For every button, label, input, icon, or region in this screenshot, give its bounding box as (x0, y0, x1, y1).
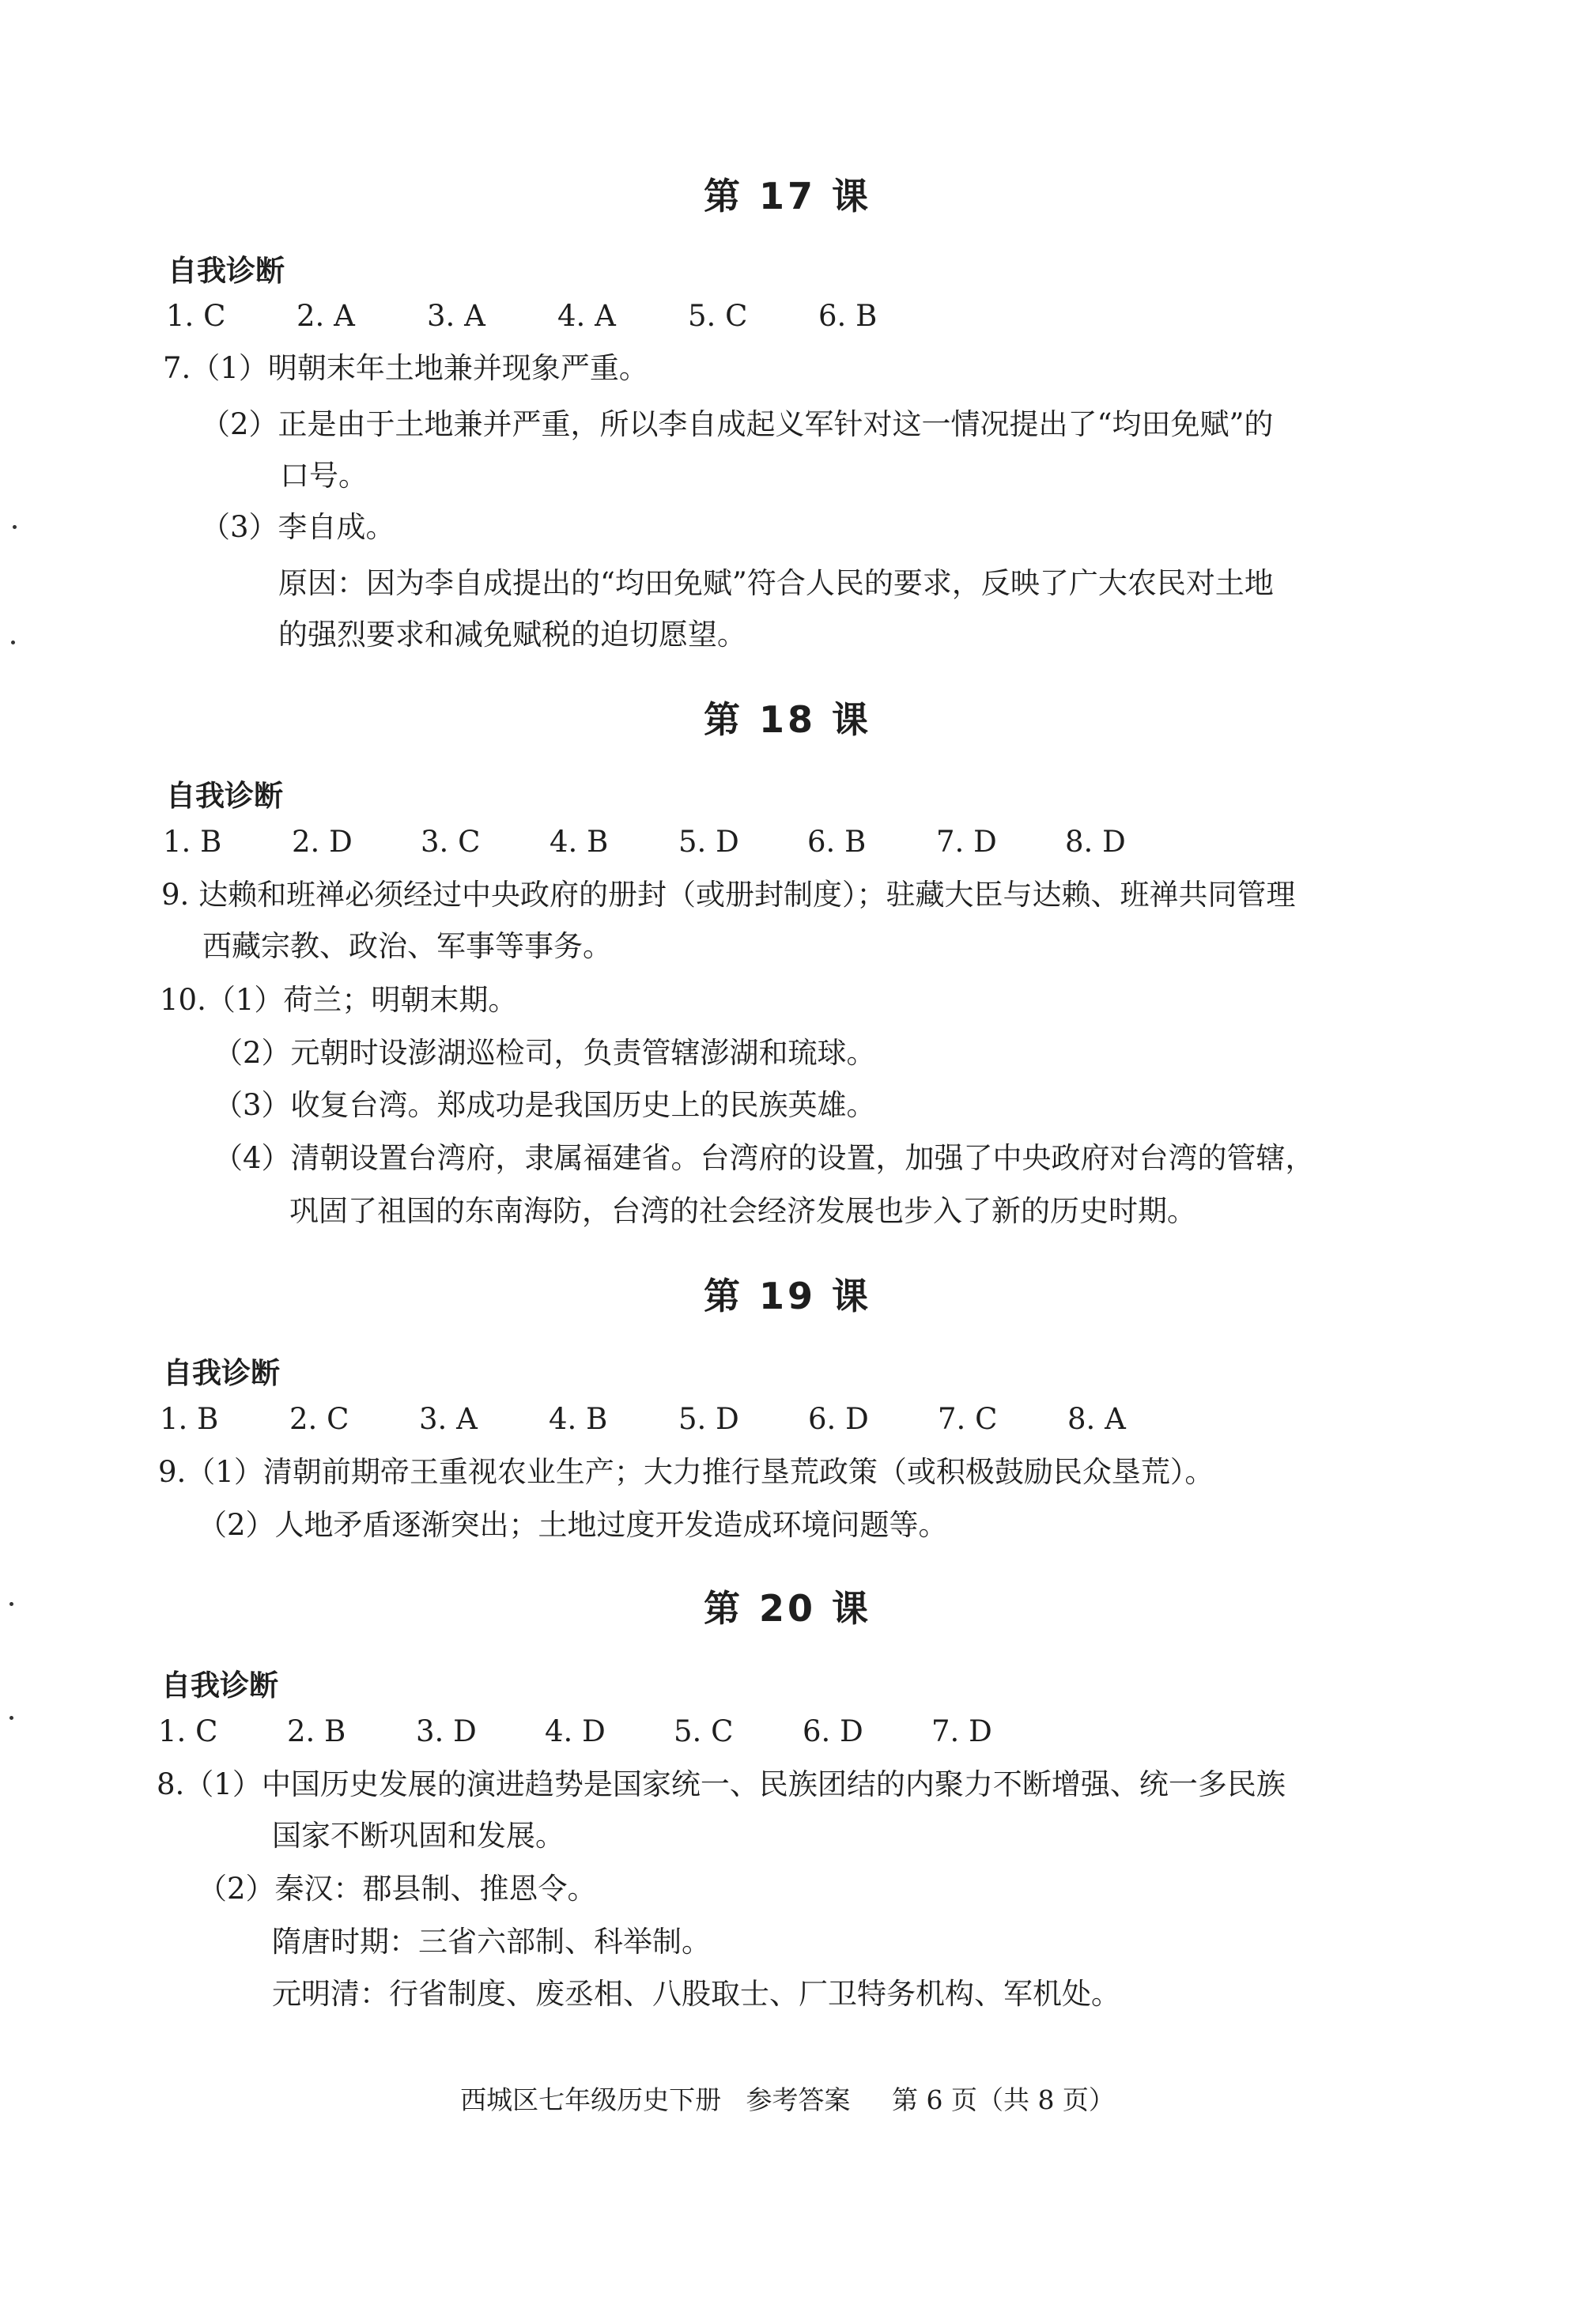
choice-2: 2. B (287, 1714, 346, 1748)
choice-8: 8. D (1065, 825, 1126, 859)
choice-3: 3. A (419, 1402, 478, 1436)
lesson-19-line-2: （2）人地矛盾逐渐突出；土地过度开发造成环境问题等。 (198, 1508, 948, 1542)
lesson-18-line-3: 10.（1）荷兰；明朝末期。 (160, 983, 518, 1017)
lesson-20-line-5: 元明清：行省制度、废丞相、八股取士、厂卫特务机构、军机处。 (272, 1977, 1120, 2011)
choice-7: 7. C (938, 1402, 998, 1436)
lesson-20-line-1: 8.（1）中国历史发展的演进趋势是国家统一、民族团结的内聚力不断增强、统一多民族 (157, 1767, 1286, 1801)
choice-3: 3. C (421, 825, 481, 859)
lesson-20-heading: 第 20 课 (703, 1587, 872, 1630)
choice-5: 5. D (678, 825, 739, 859)
scan-speck (13, 525, 17, 529)
choice-3: 3. A (427, 299, 485, 333)
lesson-20-line-4: 隋唐时期：三省六部制、科举制。 (272, 1925, 711, 1959)
lesson-17-heading: 第 17 课 (703, 175, 872, 217)
choice-4: 4. B (550, 825, 609, 859)
lesson-18-choices (163, 825, 1126, 859)
lesson-19-choices (160, 1402, 1126, 1436)
scan-speck (9, 1602, 13, 1606)
lesson-18-line-6: （4）清朝设置台湾府，隶属福建省。台湾府的设置，加强了中央政府对台湾的管辖， (213, 1141, 1315, 1175)
page-footer: 西城区七年级历史下册 参考答案 第 6 页（共 8 页） (460, 2084, 1115, 2115)
lesson-19-subtitle: 自我诊断 (163, 1356, 280, 1390)
lesson-17-choices (166, 299, 877, 333)
lesson-19-line-1: 9.（1）清朝前期帝王重视农业生产；大力推行垦荒政策（或积极鼓励民众垦荒）。 (158, 1455, 1214, 1489)
choice-6: 6. B (818, 299, 878, 333)
lesson-18-subtitle: 自我诊断 (166, 779, 283, 813)
choice-5: 5. C (674, 1714, 734, 1748)
lesson-17-line-4: （3）李自成。 (201, 510, 395, 544)
lesson-18-line-4: （2）元朝时设澎湖巡检司，负责管辖澎湖和琉球。 (213, 1036, 876, 1070)
lesson-18-heading: 第 18 课 (703, 698, 872, 741)
lesson-17-subtitle: 自我诊断 (168, 254, 285, 288)
lesson-17-line-2: （2）正是由于土地兼并严重，所以李自成起义军针对这一情况提出了“均田免赋”的 (201, 407, 1274, 441)
choice-1: 1. C (158, 1714, 218, 1748)
lesson-20-line-3: （2）秦汉：郡县制、推恩令。 (198, 1872, 597, 1906)
choice-1: 1. B (163, 825, 222, 859)
choice-6: 6. D (808, 1402, 869, 1436)
choice-4: 4. B (549, 1402, 608, 1436)
choice-8: 8. A (1067, 1402, 1126, 1436)
lesson-18-line-2: 西藏宗教、政治、军事等事务。 (202, 929, 612, 963)
choice-2: 2. C (289, 1402, 349, 1436)
choice-5: 5. D (678, 1402, 739, 1436)
lesson-17-line-5: 原因：因为李自成提出的“均田免赋”符合人民的要求，反映了广大农民对土地 (278, 566, 1274, 600)
lesson-19-heading: 第 19 课 (703, 1275, 872, 1317)
lesson-20-subtitle: 自我诊断 (161, 1668, 278, 1702)
choice-6: 6. D (803, 1714, 863, 1748)
lesson-20-choices (158, 1714, 992, 1748)
lesson-20-line-2: 国家不断巩固和发展。 (272, 1819, 565, 1853)
choice-1: 1. C (166, 299, 226, 333)
choice-7: 7. D (931, 1714, 992, 1748)
choice-5: 5. C (688, 299, 748, 333)
scan-speck (9, 1716, 13, 1720)
lesson-17-line-3: 口号。 (280, 459, 368, 493)
choice-4: 4. A (557, 299, 616, 333)
choice-2: 2. A (296, 299, 355, 333)
lesson-18-line-5: （3）收复台湾。郑成功是我国历史上的民族英雄。 (213, 1088, 876, 1122)
choice-6: 6. B (807, 825, 867, 859)
lesson-17-line-1: 7.（1）明朝末年土地兼并现象严重。 (163, 351, 648, 385)
choice-2: 2. D (292, 825, 353, 859)
choice-3: 3. D (416, 1714, 477, 1748)
choice-4: 4. D (545, 1714, 606, 1748)
lesson-18-line-1: 9. 达赖和班禅必须经过中央政府的册封（或册封制度）；驻藏大臣与达赖、班禅共同管理 (161, 878, 1296, 912)
lesson-17-line-6: 的强烈要求和减免赋税的迫切愿望。 (278, 618, 746, 652)
choice-1: 1. B (160, 1402, 219, 1436)
scan-speck (11, 641, 15, 644)
lesson-18-line-7: 巩固了祖国的东南海防，台湾的社会经济发展也步入了新的历史时期。 (289, 1194, 1196, 1228)
choice-7: 7. D (936, 825, 997, 859)
